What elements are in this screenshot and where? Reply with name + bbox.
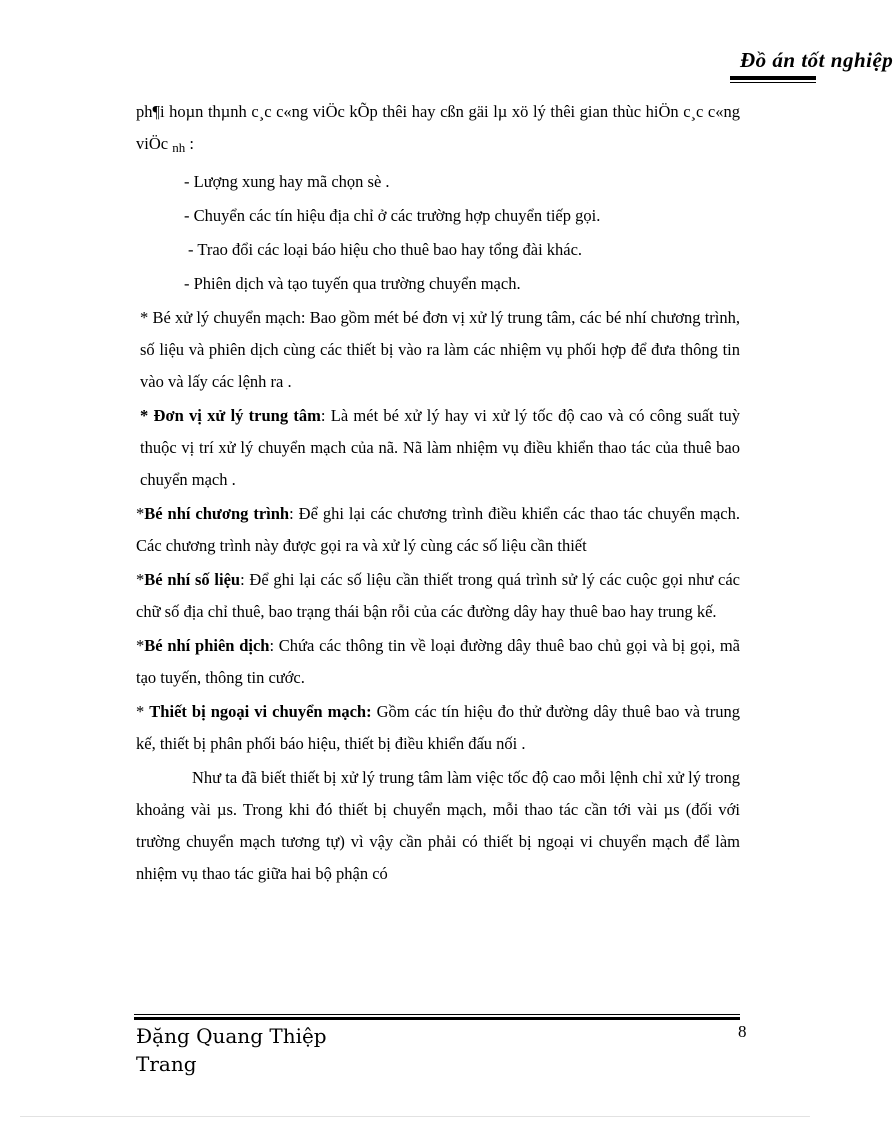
page-edge-divider bbox=[20, 1116, 810, 1117]
header-rule bbox=[730, 76, 816, 80]
header-rule-thin bbox=[730, 82, 816, 83]
list-item: - Chuyển các tín hiệu địa chỉ ở các trường hợp chuyển tiếp gọi. bbox=[184, 206, 601, 225]
footer-rule bbox=[134, 1017, 740, 1020]
footer-rule-thin bbox=[134, 1014, 740, 1015]
paragraph-5: *Bé nhí số liệu: Để ghi lại các số liệu cần thiết trong quá trình sử lý các cuộc gọi như các chữ số địa chỉ thuê, bao trạng thái bận rỗi của các đường dây hay thuê bao hay trung kế. bbox=[136, 570, 740, 621]
body-text bbox=[136, 96, 740, 892]
paragraph-2: * Bé xử lý chuyển mạch: Bao gồm mét bé đơn vị xử lý trung tâm, các bé nhí chương trình, số liệu và phiên dịch cùng các thiết bị vào ra làm các nhiệm vụ phối hợp để đưa thông tin vào và lấy các lệnh ra . bbox=[140, 308, 740, 391]
paragraph-3: * Đơn vị xử lý trung tâm: Là mét bé xử lý hay vi xử lý tốc độ cao và có công suất tuỳ thuộc vị trí xử lý chuyển mạch của nã. Nã làm nhiệm vụ điều khiển thao tác của thuê bao chuyển mạch . bbox=[140, 406, 741, 489]
footer-author bbox=[136, 1022, 327, 1078]
list-item: - Lượng xung hay mã chọn sè . bbox=[184, 172, 390, 191]
footer-label: Trang bbox=[136, 1052, 197, 1076]
page-number: 8 bbox=[738, 1022, 747, 1041]
paragraph-6: *Bé nhí phiên dịch: Chứa các thông tin về loại đường dây thuê bao chủ gọi và bị gọi, mã tạo tuyến, thông tin cước. bbox=[136, 636, 740, 687]
paragraph-7: * Thiết bị ngoại vi chuyển mạch: Gồm các tín hiệu đo thử đường dây thuê bao và trung kế, thiết bị phân phối báo hiệu, thiết bị điều khiển đấu nối . bbox=[136, 702, 741, 753]
list-item: - Trao đổi các loại báo hiệu cho thuê bao hay tổng đài khác. bbox=[188, 240, 583, 259]
list-item: - Phiên dịch và tạo tuyến qua trường chuyển mạch. bbox=[184, 274, 521, 293]
author-name: Đặng Quang Thiệp bbox=[136, 1024, 327, 1048]
paragraph-8: Như ta đã biết thiết bị xử lý trung tâm làm việc tốc độ cao mỗi lệnh chỉ xử lý trong khoảng vài µs. Trong khi đó thiết bị chuyển mạch, mỗi thao tác cần tới vài µs (đối với trường chuyển mạch tương tự) vì vậy cần phải có thiết bị ngoại vi chuyển mạch để làm nhiệm vụ thao tác giữa hai bộ phận có bbox=[136, 768, 740, 883]
paragraph-1: ph¶i hoµn thµnh c¸c c«ng viÖc kÕp thêi hay cßn gäi lµ xö lý thêi gian thùc hiÖn c¸c c«ng viÖc $_{nh}$ : bbox=[136, 102, 740, 155]
header-title: Đồ án tốt nghiệp bbox=[740, 48, 893, 72]
paragraph-4: *Bé nhí chương trình: Để ghi lại các chương trình điều khiển các thao tác chuyển mạch. Các chương trình này được gọi ra và xử lý cùng các số liệu cần thiết bbox=[136, 504, 740, 555]
